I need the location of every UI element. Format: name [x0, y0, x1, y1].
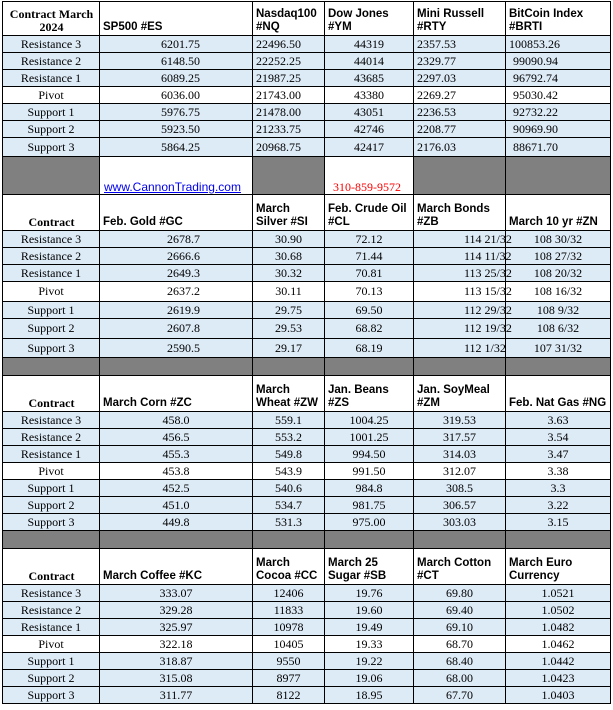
price-cell: 3.38 [506, 463, 611, 480]
price-cell: 68.40 [414, 653, 506, 670]
price-cell: 2329.77 [414, 53, 506, 70]
price-cell: 306.57 [414, 497, 506, 514]
price-cell: 43051 [325, 104, 414, 121]
section1-header-row [3, 2, 611, 36]
section3-header-row [3, 376, 611, 412]
price-cell: 21478.00 [253, 104, 325, 121]
row-label: Pivot [3, 636, 100, 653]
separator-cell [414, 358, 506, 376]
price-cell: 21233.75 [253, 121, 325, 138]
section1-column-header: Dow Jones #YM [325, 2, 414, 36]
price-cell: 984.8 [325, 480, 414, 497]
row-label: Resistance 2 [3, 602, 100, 619]
price-cell: 114 11/32 [414, 248, 506, 265]
phone-number: 310-859-9572 [333, 180, 401, 194]
table-row [3, 670, 611, 687]
price-cell: 42417 [325, 138, 414, 157]
table-row [3, 319, 611, 339]
price-cell: 1001.25 [325, 429, 414, 446]
section4-column-header: March Cocoa #CC [253, 549, 325, 585]
price-cell: 5864.25 [100, 138, 253, 157]
price-cell: 68.82 [325, 319, 414, 339]
separator-row [3, 157, 611, 195]
price-cell: 1.0462 [506, 636, 611, 653]
price-cell: 42746 [325, 121, 414, 138]
row-label: Pivot [3, 282, 100, 302]
row-label: Resistance 1 [3, 446, 100, 463]
price-cell: 18.95 [325, 687, 414, 704]
price-cell: 22252.25 [253, 53, 325, 70]
separator-cell [325, 531, 414, 549]
price-cell: 108 9/32 [506, 302, 611, 319]
price-cell: 22496.50 [253, 36, 325, 53]
price-cell: 8122 [253, 687, 325, 704]
pivot-levels-table [2, 1, 611, 704]
price-cell: 2297.03 [414, 70, 506, 87]
section1-column-header: SP500 #ES [100, 2, 253, 36]
price-cell: 456.5 [100, 429, 253, 446]
price-cell: 2607.8 [100, 319, 253, 339]
row-label: Resistance 1 [3, 619, 100, 636]
price-cell: 10405 [253, 636, 325, 653]
price-cell: 3.54 [506, 429, 611, 446]
price-cell: 315.08 [100, 670, 253, 687]
price-cell: 2357.53 [414, 36, 506, 53]
price-cell: 312.07 [414, 463, 506, 480]
price-cell: 67.70 [414, 687, 506, 704]
table-row [3, 602, 611, 619]
price-cell: 108 6/32 [506, 319, 611, 339]
section2-header-row [3, 195, 611, 231]
row-label: Resistance 2 [3, 429, 100, 446]
price-cell: 69.10 [414, 619, 506, 636]
price-cell: 107 31/32 [506, 339, 611, 358]
price-cell: 99090.94 [506, 53, 611, 70]
price-cell: 68.00 [414, 670, 506, 687]
price-cell: 68.70 [414, 636, 506, 653]
price-cell: 19.76 [325, 585, 414, 602]
price-cell: 2678.7 [100, 231, 253, 248]
price-cell: 108 16/32 [506, 282, 611, 302]
price-cell: 20968.75 [253, 138, 325, 157]
table-row [3, 339, 611, 358]
price-cell: 455.3 [100, 446, 253, 463]
price-cell: 19.60 [325, 602, 414, 619]
table-row [3, 480, 611, 497]
section2-column-header: Feb. Gold #GC [100, 195, 253, 231]
section2-column-header: March Bonds #ZB [414, 195, 506, 231]
price-cell: 100853.26 [506, 36, 611, 53]
price-cell: 112 29/32 [414, 302, 506, 319]
row-label: Support 3 [3, 138, 100, 157]
separator-cell [253, 358, 325, 376]
price-cell: 112 1/32 [414, 339, 506, 358]
section1-column-header: BitCoin Index #BRTI [506, 2, 611, 36]
price-cell: 2619.9 [100, 302, 253, 319]
separator-row [3, 358, 611, 376]
price-cell: 1.0423 [506, 670, 611, 687]
price-cell: 2649.3 [100, 265, 253, 282]
row-label: Support 3 [3, 687, 100, 704]
price-cell: 6148.50 [100, 53, 253, 70]
table-row [3, 36, 611, 53]
separator-cell [253, 157, 325, 195]
section4-column-header: Contract [3, 549, 100, 585]
price-cell: 308.5 [414, 480, 506, 497]
price-cell: 3.15 [506, 514, 611, 531]
price-cell: 991.50 [325, 463, 414, 480]
section3-column-header: Feb. Nat Gas #NG [506, 376, 611, 412]
price-cell: 2637.2 [100, 282, 253, 302]
price-cell: 8977 [253, 670, 325, 687]
price-cell: 2208.77 [414, 121, 506, 138]
table-row [3, 446, 611, 463]
table-row [3, 585, 611, 602]
section3-column-header: March Corn #ZC [100, 376, 253, 412]
price-cell: 333.07 [100, 585, 253, 602]
table-row [3, 619, 611, 636]
separator-cell [414, 157, 506, 195]
price-cell: 451.0 [100, 497, 253, 514]
price-cell: 318.87 [100, 653, 253, 670]
table-row [3, 231, 611, 248]
price-cell: 44014 [325, 53, 414, 70]
price-cell: 21987.25 [253, 70, 325, 87]
price-cell: 114 21/32 [414, 231, 506, 248]
price-cell: 5923.50 [100, 121, 253, 138]
price-cell: 113 25/32 [414, 265, 506, 282]
price-cell: 68.19 [325, 339, 414, 358]
price-cell: 69.50 [325, 302, 414, 319]
price-cell: 43685 [325, 70, 414, 87]
table-row [3, 53, 611, 70]
price-cell: 44319 [325, 36, 414, 53]
price-cell: 71.44 [325, 248, 414, 265]
price-cell: 2590.5 [100, 339, 253, 358]
table-row [3, 282, 611, 302]
section2-column-header: March Silver #SI [253, 195, 325, 231]
row-label: Pivot [3, 87, 100, 104]
price-cell: 319.53 [414, 412, 506, 429]
section3-column-header: March Wheat #ZW [253, 376, 325, 412]
table-row [3, 265, 611, 282]
separator-cell [100, 531, 253, 549]
row-label: Support 1 [3, 480, 100, 497]
price-cell: 29.53 [253, 319, 325, 339]
price-cell: 1.0521 [506, 585, 611, 602]
row-label: Support 1 [3, 104, 100, 121]
price-cell: 30.11 [253, 282, 325, 302]
section3-column-header: Contract [3, 376, 100, 412]
section3-column-header: Jan. SoyMeal #ZM [414, 376, 506, 412]
price-cell: 1.0442 [506, 653, 611, 670]
price-cell: 113 15/32 [414, 282, 506, 302]
table-row [3, 70, 611, 87]
separator-cell [506, 531, 611, 549]
section2-column-header: Feb. Crude Oil #CL [325, 195, 414, 231]
price-cell: 29.75 [253, 302, 325, 319]
price-cell: 88671.70 [506, 138, 611, 157]
row-label: Resistance 2 [3, 53, 100, 70]
price-cell: 975.00 [325, 514, 414, 531]
price-cell: 3.22 [506, 497, 611, 514]
price-cell: 69.40 [414, 602, 506, 619]
price-cell: 549.8 [253, 446, 325, 463]
price-cell: 70.13 [325, 282, 414, 302]
price-cell: 92732.22 [506, 104, 611, 121]
table-row [3, 104, 611, 121]
table-row [3, 302, 611, 319]
row-label: Support 3 [3, 514, 100, 531]
row-label: Support 2 [3, 319, 100, 339]
price-cell: 553.2 [253, 429, 325, 446]
table-row [3, 687, 611, 704]
separator-cell [3, 157, 100, 195]
price-cell: 69.80 [414, 585, 506, 602]
section4-column-header: March Cotton #CT [414, 549, 506, 585]
price-cell: 981.75 [325, 497, 414, 514]
section4-header-row [3, 549, 611, 585]
table-row [3, 653, 611, 670]
separator-cell [100, 358, 253, 376]
website-cell [100, 157, 253, 195]
price-cell: 6089.25 [100, 70, 253, 87]
price-cell: 453.8 [100, 463, 253, 480]
price-cell: 531.3 [253, 514, 325, 531]
price-cell: 108 27/32 [506, 248, 611, 265]
price-cell: 325.97 [100, 619, 253, 636]
price-cell: 112 19/32 [414, 319, 506, 339]
price-cell: 449.8 [100, 514, 253, 531]
price-cell: 559.1 [253, 412, 325, 429]
price-cell: 6201.75 [100, 36, 253, 53]
price-cell: 21743.00 [253, 87, 325, 104]
separator-row [3, 531, 611, 549]
row-label: Resistance 1 [3, 265, 100, 282]
price-cell: 29.17 [253, 339, 325, 358]
table-row [3, 248, 611, 265]
section4-column-header: March Coffee #KC [100, 549, 253, 585]
price-cell: 317.57 [414, 429, 506, 446]
price-cell: 108 30/32 [506, 231, 611, 248]
separator-cell [253, 531, 325, 549]
row-label: Resistance 2 [3, 248, 100, 265]
table-row [3, 514, 611, 531]
price-cell: 314.03 [414, 446, 506, 463]
row-label: Resistance 3 [3, 36, 100, 53]
price-cell: 30.32 [253, 265, 325, 282]
table-row [3, 87, 611, 104]
price-cell: 30.68 [253, 248, 325, 265]
price-cell: 6036.00 [100, 87, 253, 104]
price-cell: 108 20/32 [506, 265, 611, 282]
separator-cell [506, 157, 611, 195]
price-cell: 458.0 [100, 412, 253, 429]
section1-column-header: Nasdaq100 #NQ [253, 2, 325, 36]
price-cell: 322.18 [100, 636, 253, 653]
price-cell: 3.63 [506, 412, 611, 429]
price-cell: 540.6 [253, 480, 325, 497]
row-label: Support 2 [3, 497, 100, 514]
row-label: Support 1 [3, 653, 100, 670]
price-cell: 1.0482 [506, 619, 611, 636]
price-cell: 2269.27 [414, 87, 506, 104]
section2-column-header: March 10 yr #ZN [506, 195, 611, 231]
price-cell: 43380 [325, 87, 414, 104]
table-row [3, 412, 611, 429]
section1-column-header: Mini Russell #RTY [414, 2, 506, 36]
row-label: Support 3 [3, 339, 100, 358]
price-cell: 70.81 [325, 265, 414, 282]
price-cell: 96792.74 [506, 70, 611, 87]
price-cell: 329.28 [100, 602, 253, 619]
table-row [3, 636, 611, 653]
price-cell: 19.33 [325, 636, 414, 653]
section4-column-header: March 25 Sugar #SB [325, 549, 414, 585]
section2-column-header: Contract [3, 195, 100, 231]
table-row [3, 429, 611, 446]
price-cell: 95030.42 [506, 87, 611, 104]
price-cell: 19.49 [325, 619, 414, 636]
row-label: Support 2 [3, 670, 100, 687]
row-label: Pivot [3, 463, 100, 480]
table-row [3, 121, 611, 138]
price-cell: 1004.25 [325, 412, 414, 429]
price-cell: 1.0502 [506, 602, 611, 619]
price-cell: 311.77 [100, 687, 253, 704]
price-cell: 2666.6 [100, 248, 253, 265]
separator-cell [506, 358, 611, 376]
price-cell: 9550 [253, 653, 325, 670]
section3-column-header: Jan. Beans #ZS [325, 376, 414, 412]
price-cell: 2176.03 [414, 138, 506, 157]
table-row [3, 497, 611, 514]
price-cell: 19.22 [325, 653, 414, 670]
price-cell: 3.47 [506, 446, 611, 463]
separator-cell [414, 531, 506, 549]
price-cell: 303.03 [414, 514, 506, 531]
separator-cell [325, 358, 414, 376]
price-cell: 11833 [253, 602, 325, 619]
separator-cell [3, 358, 100, 376]
table-row [3, 138, 611, 157]
price-cell: 19.06 [325, 670, 414, 687]
row-label: Resistance 3 [3, 412, 100, 429]
section4-column-header: March Euro Currency [506, 549, 611, 585]
row-label: Resistance 3 [3, 231, 100, 248]
table-row [3, 463, 611, 480]
price-cell: 3.3 [506, 480, 611, 497]
price-cell: 5976.75 [100, 104, 253, 121]
price-cell: 1.0403 [506, 687, 611, 704]
price-cell: 534.7 [253, 497, 325, 514]
price-cell: 12406 [253, 585, 325, 602]
separator-cell [3, 531, 100, 549]
price-cell: 2236.53 [414, 104, 506, 121]
section1-column-header: Contract March 2024 [3, 2, 100, 36]
row-label: Resistance 3 [3, 585, 100, 602]
phone-cell [325, 157, 414, 195]
price-cell: 994.50 [325, 446, 414, 463]
website-link[interactable]: www.CannonTrading.com [104, 180, 241, 194]
price-cell: 543.9 [253, 463, 325, 480]
price-cell: 10978 [253, 619, 325, 636]
row-label: Resistance 1 [3, 70, 100, 87]
row-label: Support 1 [3, 302, 100, 319]
price-cell: 452.5 [100, 480, 253, 497]
price-cell: 72.12 [325, 231, 414, 248]
price-cell: 90969.90 [506, 121, 611, 138]
row-label: Support 2 [3, 121, 100, 138]
price-cell: 30.90 [253, 231, 325, 248]
